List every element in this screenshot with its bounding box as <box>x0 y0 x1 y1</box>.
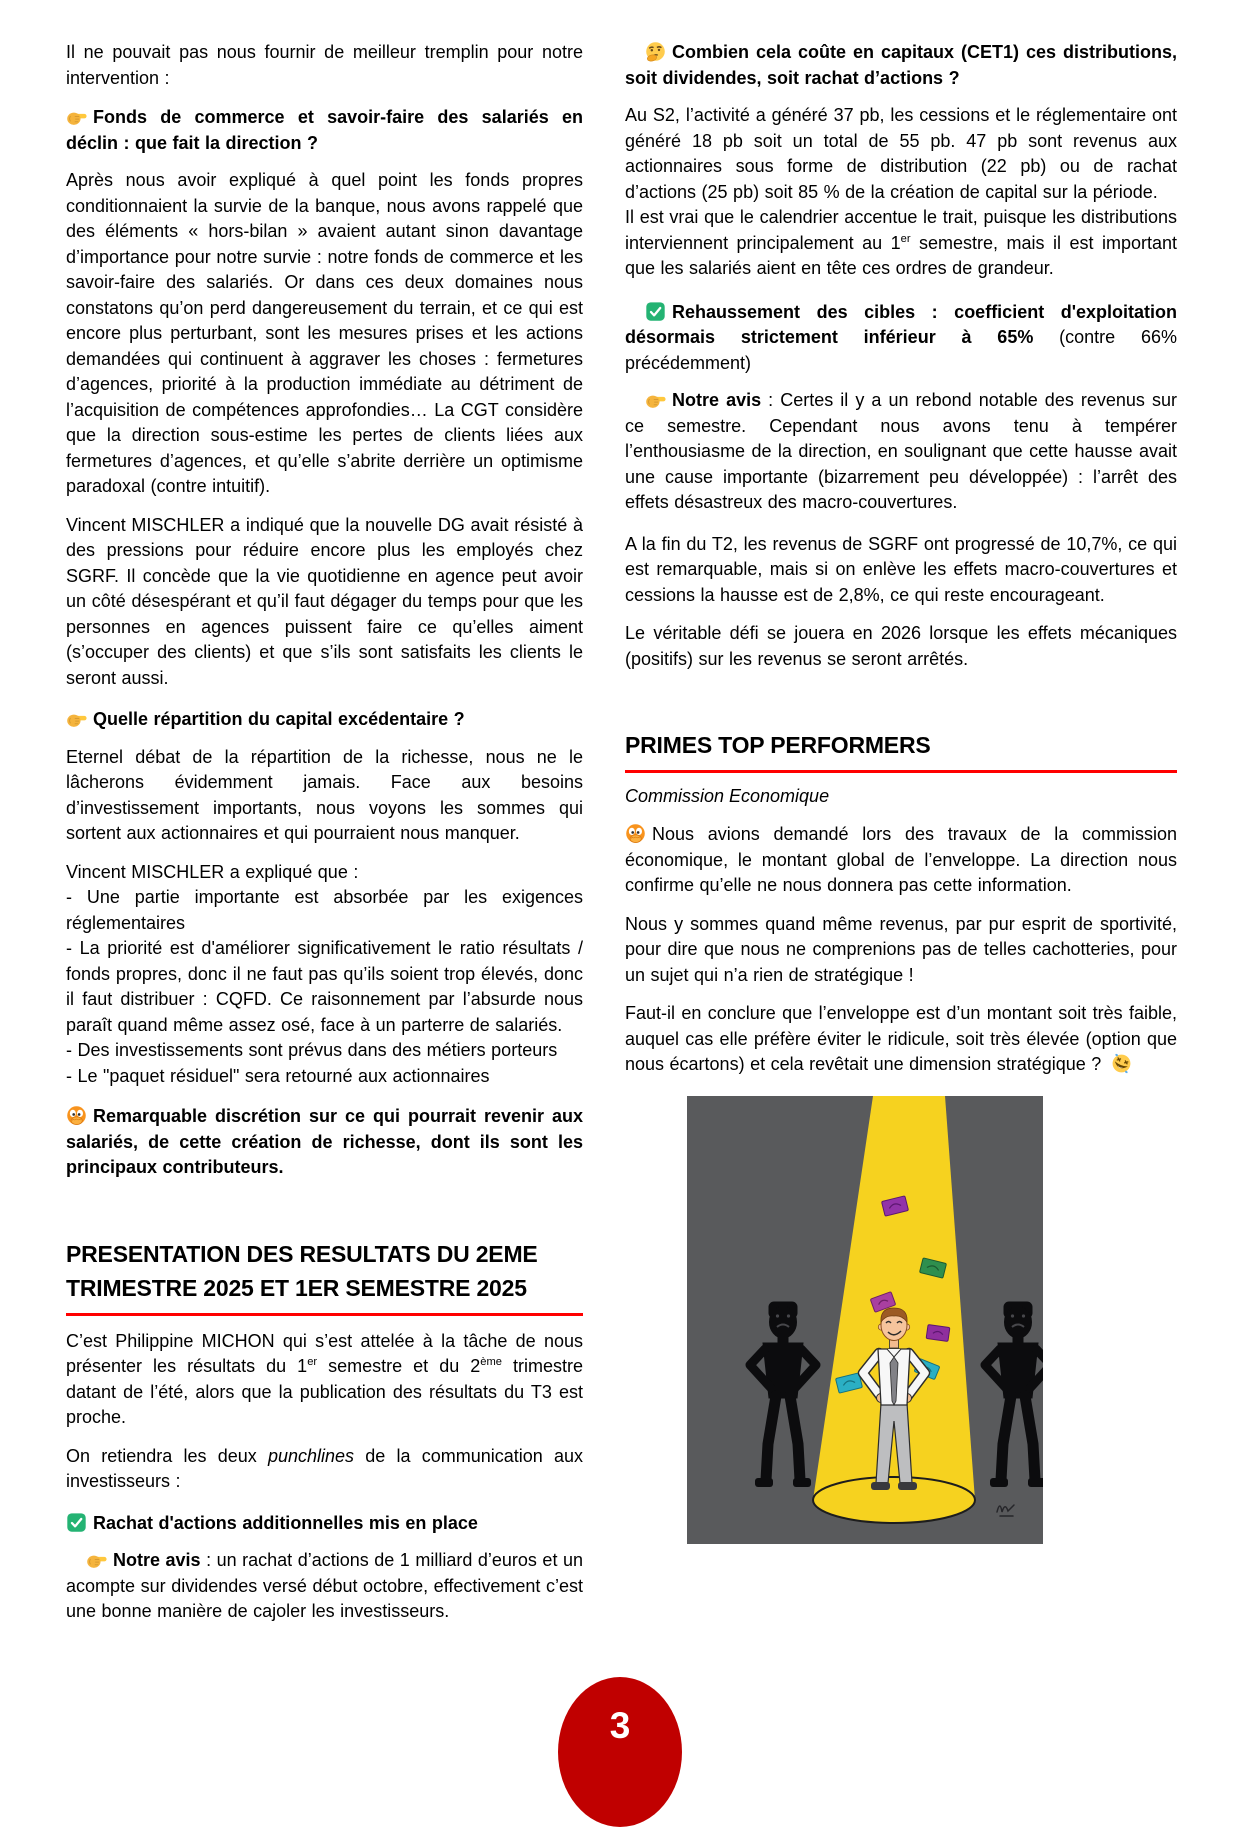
callout-text: Remarquable discrétion sur ce qui pourrait revenir aux salariés, de cette création de richesse, dont ils sont les principaux contributeurs. <box>66 1106 583 1177</box>
spotlight-floor <box>813 1477 975 1523</box>
paragraph-fonds: Après nous avoir expliqué à quel point les fonds propres conditionnaient la survie de la banque, nous avons rappelé que des éléments « hors-bilan » avaient autant sinon davantage d’importance pour notre survie : notre fonds de commerce et les savoir-faire des salariés. Or dans ces deux domaines nous constatons qu’on perd dangereusement du terrain, et ce qui est encore plus perturbant, sont les mesures prises et les actions demandées qui continuent à aggraver les choses : fermetures d’agences, priorité à la production immédiate au détriment de l’acquisition de compétences approfondies… La CGT considère que la direction sous-estime les pertes de clients liées aux fermetures d’agences, et qu’elle s’abrite derrière un optimisme paradoxal (contre intuitif). <box>66 170 583 496</box>
heading-repartition <box>66 707 583 733</box>
paragraph-sportivite: Nous y sommes quand même revenus, par pur esprit de sportivité, pour dire que nous ne comprenions pas de telles cachotteries, pour un sujet qui n’a rien de stratégique ! <box>625 913 1177 985</box>
pointing-finger-icon <box>86 1549 107 1570</box>
notre-avis-block <box>625 388 1177 516</box>
heading-text: Rachat d'actions additionnelles mis en place <box>93 1512 478 1533</box>
section-title-primes-top-performers: PRIMES TOP PERFORMERS <box>625 732 931 758</box>
spotlight-cartoon <box>687 1096 1043 1544</box>
superscript: ème <box>480 1356 502 1368</box>
heading-text: Combien cela coûte en capitaux (CET1) ces distributions, soit dividendes, soit rachat d’actions ? <box>625 42 1177 88</box>
list-item: - Des investissements sont prévus dans des métiers porteurs <box>66 1040 558 1060</box>
right-column <box>625 40 1177 1755</box>
pointing-finger-icon <box>66 708 87 729</box>
paragraph-mischler-dg: Vincent MISCHLER a indiqué que la nouvelle DG avait résisté à des pressions pour réduire encore plus les employés chez SGRF. Il concède que la vie quotidienne en agence peut avoir un côté désespérant et qu’il faut dégager du temps pour que les personnes en agences puissent faire ce qu’elles aiment (s’occuper des clients) et que s’ils sont satisfaits les clients le seront aussi. <box>66 514 583 688</box>
notre-avis-label: Notre avis <box>672 390 762 410</box>
section-title-presentation-resultats: PRESENTATION DES RESULTATS DU 2EME TRIMESTRE 2025 ET 1ER SEMESTRE 2025 <box>66 1240 538 1301</box>
heading-text: Quelle répartition du capital excédentaire ? <box>93 709 465 729</box>
heading-fonds-de-commerce <box>66 105 583 156</box>
list-item: - La priorité est d'améliorer significativement le ratio résultats / fonds propres, donc il ne faut pas qu’ils soient trop élevés, donc il faut distribuer : CQFD. Ce raisonnement par l’absurde nous paraît quand même assez osé, face à un parterre de salariés. <box>66 938 583 1035</box>
left-column <box>66 40 583 1755</box>
paragraph-t2: A la fin du T2, les revenus de SGRF ont progressé de 10,7%, ce qui est remarquable, mais si on enlève les effets macro-couvertures et cessions la hausse est de 2,8%, ce qui reste encourageant. <box>625 533 1177 605</box>
section-subtitle-commission: Commission Economique <box>625 786 830 806</box>
paragraph-calendrier: Il est vrai que le calendrier accentue le trait, puisque les distributions interviennent principalement au 1er semestre, mais il est important que les salariés aient en tête ces ordres de grandeur. <box>625 207 1177 278</box>
superscript: er <box>900 232 911 245</box>
pointing-finger-icon <box>66 106 87 127</box>
rehaussement-rest: (contre 66% précédemment) <box>625 327 1177 373</box>
notre-avis-text: : Certes il y a un rebond notable des revenus sur ce semestre. Cependant nous avons tenu à tempérer l’enthousiasme de la direction, en soulignant que cette hausse avait une cause importante (bizarrement peu développée) : l’arrêt des effets désastreux des macro-couvertures. <box>625 390 1177 512</box>
paragraph-enveloppe: Faut-il en conclure que l’enveloppe est d’un montant soit très faible, auquel cas elle préfère éviter le ridicule, soit très élevée (option que nous écartons) et cela revêtait une dimension stratégique ? <box>625 1003 1177 1074</box>
thinking-face-icon <box>645 41 666 62</box>
notre-avis-text: : un rachat d’actions de 1 milliard d’euros et un acompte sur dividendes versé début octobre, effectivement c’est une bonne manière de cajoler les investisseurs. <box>66 1550 583 1621</box>
paragraph-demande: Nous avions demandé lors des travaux de la commission économique, le montant global de l’enveloppe. La direction nous confirme qu’elle ne nous donnera pas cette information. <box>625 824 1177 895</box>
heading-combien-capitaux <box>625 40 1177 91</box>
list-item: - Une partie importante est absorbée par les exigences réglementaires <box>66 887 583 933</box>
face-with-hand-over-mouth-icon <box>625 823 646 844</box>
punchlines-italic: punchlines <box>267 1445 355 1466</box>
superscript: er <box>307 1356 318 1368</box>
paragraph-michon: C’est Philippine MICHON qui s’est attelée à la tâche de nous présenter les résultats du 1er semestre et du 2ème trimestre datant de l’été, alors que la publication des résultats du T3 est proche. <box>66 1330 583 1427</box>
paragraph-punchlines: On retiendra les deux punchlines de la communication aux investisseurs : <box>66 1445 583 1491</box>
red-rule <box>66 1313 583 1316</box>
red-rule <box>625 770 1177 773</box>
notre-avis-block <box>66 1548 583 1625</box>
face-with-hand-over-mouth-icon <box>66 1105 87 1126</box>
rofl-icon <box>1111 1053 1132 1074</box>
heading-text: Fonds de commerce et savoir-faire des salariés en déclin : que fait la direction ? <box>66 107 583 153</box>
list-item: - Le "paquet résiduel" sera retourné aux actionnaires <box>66 1065 490 1086</box>
notre-avis-label: Notre avis <box>113 1550 201 1570</box>
page-number: 3 <box>609 1705 631 1746</box>
heading-rachat-actions <box>66 1511 583 1537</box>
paragraph-eternel-debat: Eternel débat de la répartition de la richesse, nous ne le lâcherons évidemment jamais. Face aux besoins d’investissement importants, nous voyons les sommes qui sortent aux actionnaires et qui pourraient nous manquer. <box>66 746 583 843</box>
rehaussement-bold: Rehaussement des cibles : coefficient d'exploitation désormais strictement inférieur à 65% <box>625 301 1177 347</box>
paragraph-s2: Au S2, l’activité a généré 37 pb, les cessions et le réglementaire ont généré 18 pb soit un total de 55 pb. 47 pb sont revenus aux actionnaires sous forme de distribution (22 pb) ou de rachat d’actions (25 pb) soit 85 % de la création de capital sur la période. <box>625 105 1177 202</box>
intro-paragraph: Il ne pouvait pas nous fournir de meilleur tremplin pour notre intervention : <box>66 42 583 88</box>
check-mark-icon <box>645 301 666 322</box>
heading-rehaussement <box>625 300 1177 377</box>
paragraph-mischler-explique: Vincent MISCHLER a expliqué que : <box>66 861 359 882</box>
spotlight-cartoon-image <box>687 1096 1043 1544</box>
callout-discretion <box>66 1104 583 1181</box>
paragraph-defi: Le véritable défi se jouera en 2026 lorsque les effets mécaniques (positifs) sur les revenus se seront arrêtés. <box>625 623 1177 669</box>
pointing-finger-icon <box>645 389 666 410</box>
page-number-badge <box>558 1677 682 1827</box>
check-mark-icon <box>66 1512 87 1533</box>
